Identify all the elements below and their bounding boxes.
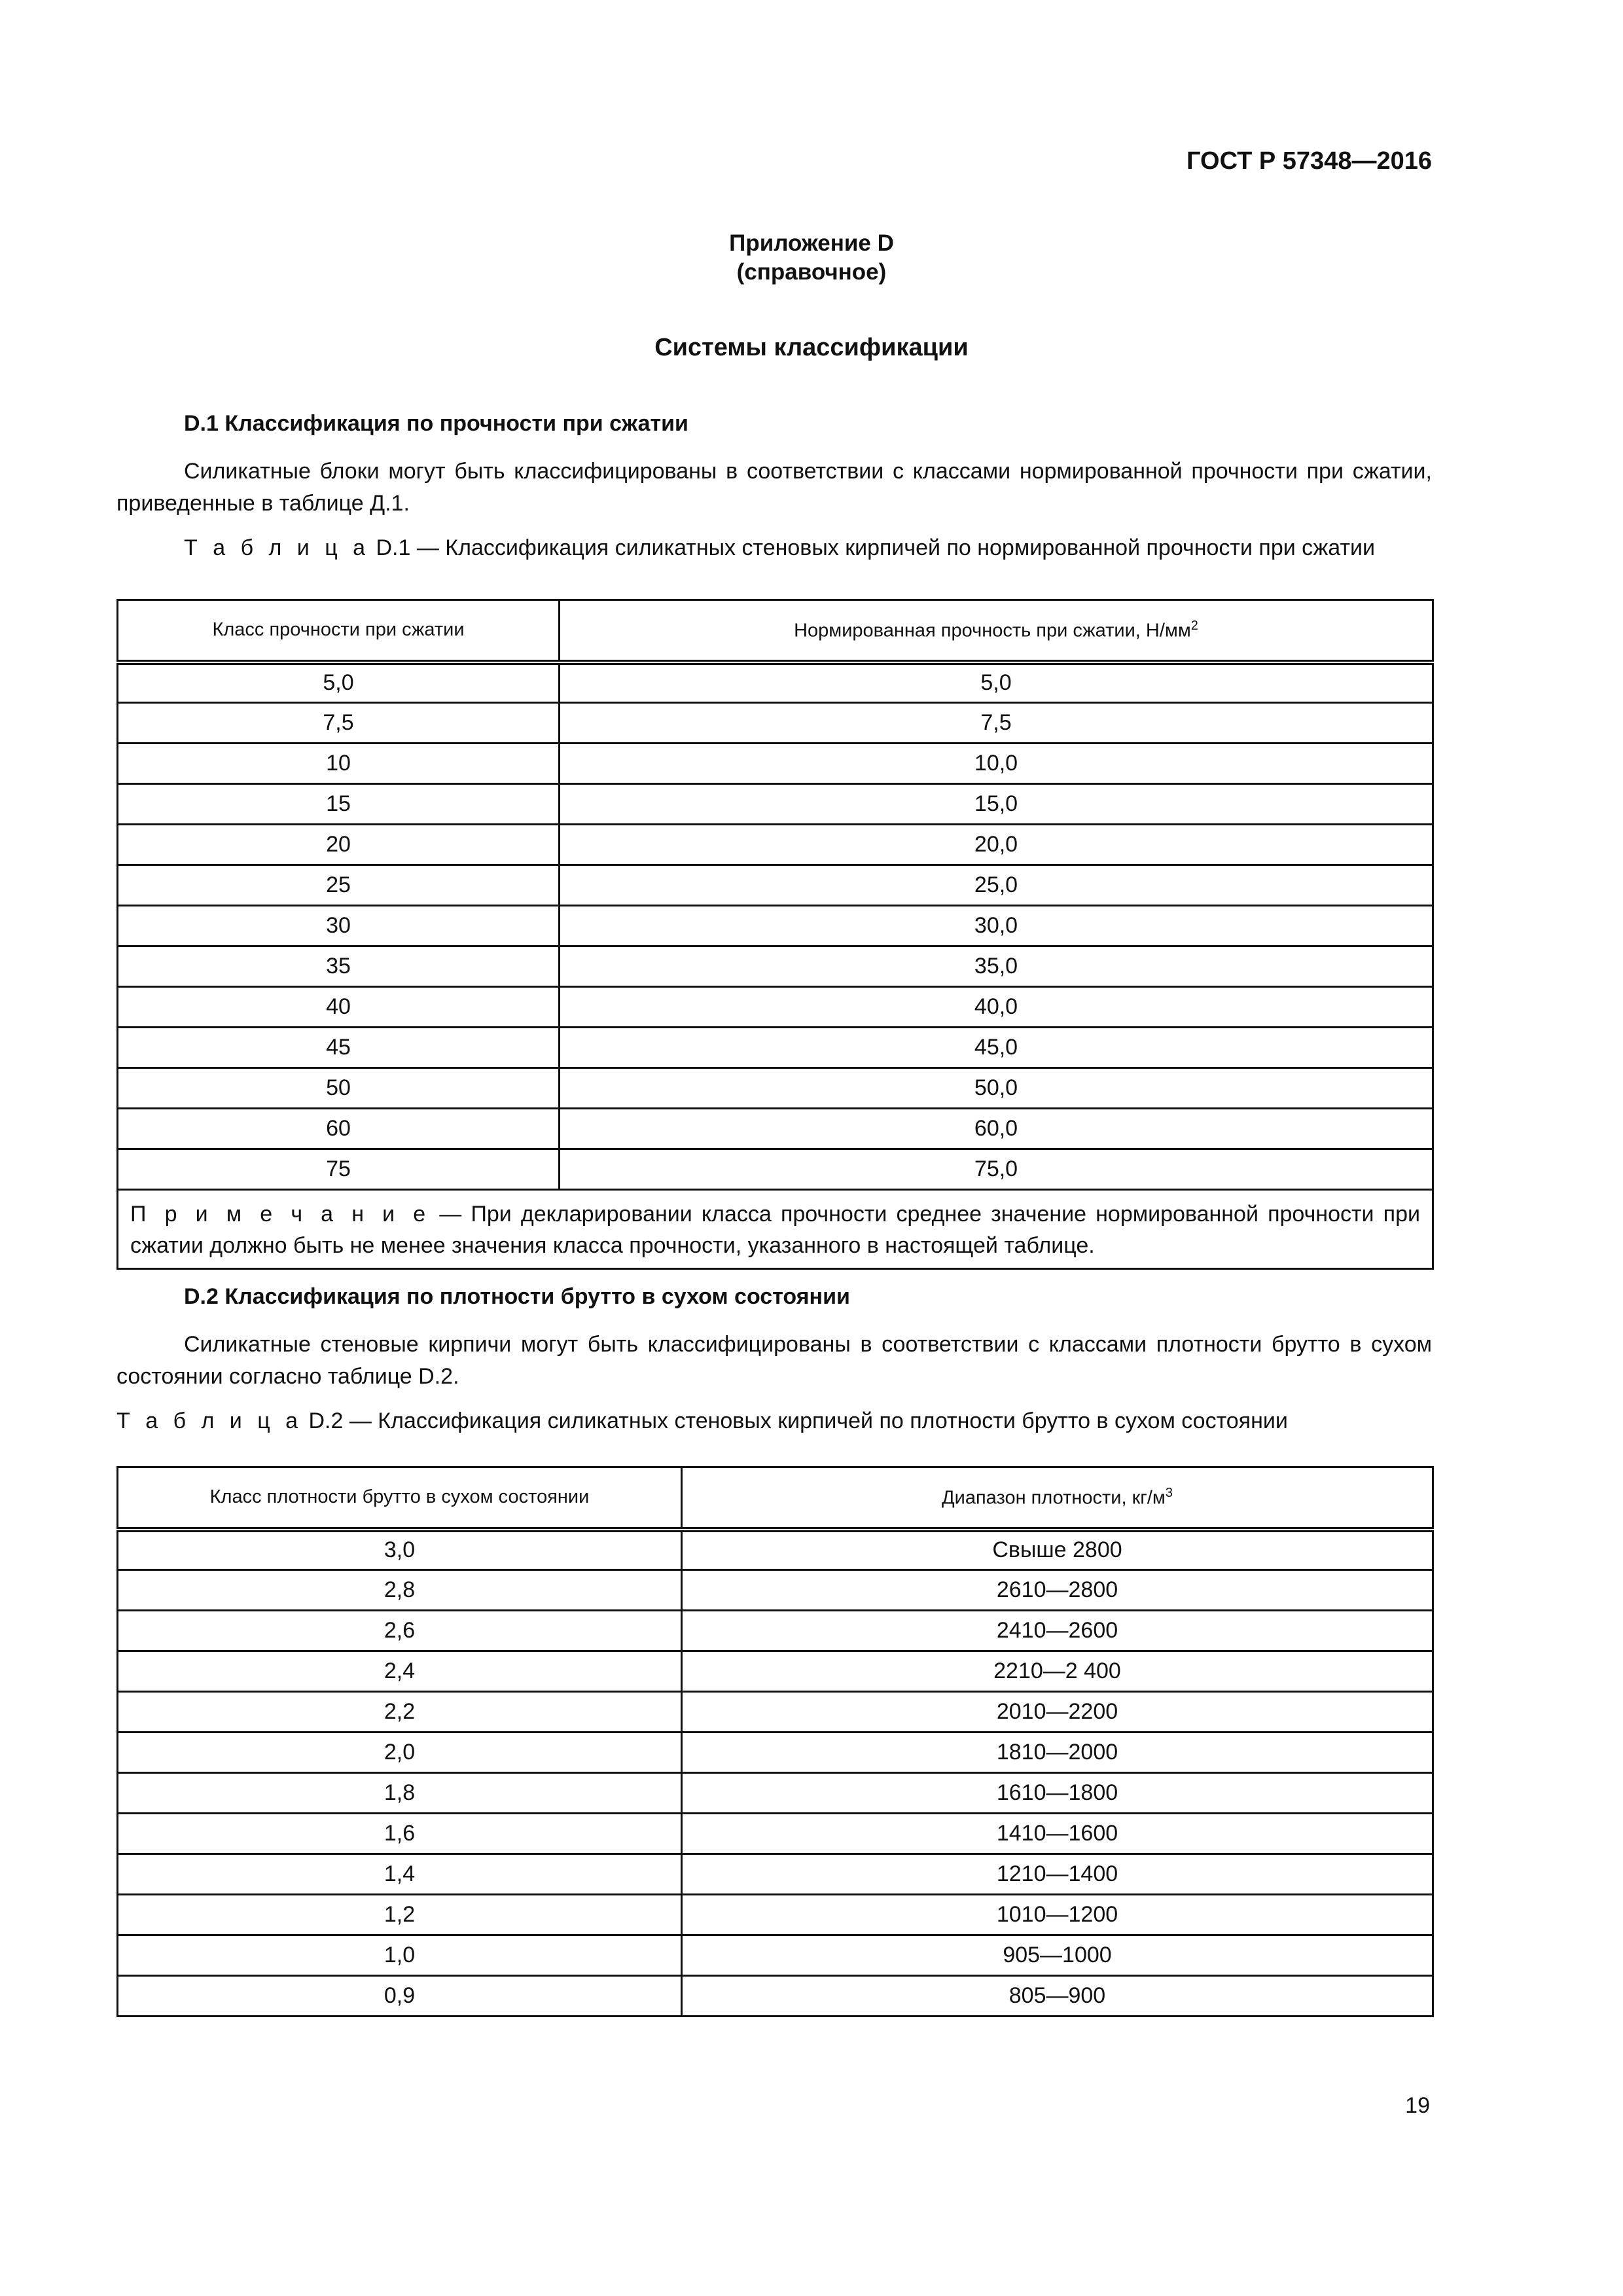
column-header: Класс прочности при сжатии bbox=[118, 600, 560, 662]
table-cell: 2010—2200 bbox=[682, 1692, 1433, 1732]
table-cell: 15,0 bbox=[560, 784, 1433, 825]
table-row bbox=[118, 1732, 1433, 1773]
table-cell: 1,6 bbox=[118, 1814, 682, 1854]
table-cell: 2410—2600 bbox=[682, 1611, 1433, 1651]
section-2-heading: D.2 Классификация по плотности брутто в сухом состоянии bbox=[184, 1284, 850, 1309]
table-row bbox=[118, 1570, 1433, 1611]
section-2-paragraph: Силикатные стеновые кирпичи могут быть классифицированы в соответствии с классами плотности брутто в сухом состоянии согласно таблице D.2. bbox=[116, 1332, 1432, 1389]
column-header: Класс плотности брутто в сухом состоянии bbox=[118, 1467, 682, 1530]
table-cell: 20 bbox=[118, 825, 560, 865]
table-row bbox=[118, 1611, 1433, 1651]
table-row bbox=[118, 825, 1433, 865]
table-note bbox=[118, 1190, 1433, 1269]
table-cell: 35 bbox=[118, 946, 560, 987]
annex-subtitle: (справочное) bbox=[736, 259, 887, 285]
table-cell: 2,6 bbox=[118, 1611, 682, 1651]
table-cell: 60,0 bbox=[560, 1109, 1433, 1149]
table-row bbox=[118, 703, 1433, 744]
table-cell: 2,4 bbox=[118, 1651, 682, 1692]
page-number: 19 bbox=[1405, 2093, 1430, 2118]
table-cell: 2210—2 400 bbox=[682, 1651, 1433, 1692]
table-cell: 2,0 bbox=[118, 1732, 682, 1773]
table-row bbox=[118, 1976, 1433, 2017]
table-cell: 25 bbox=[118, 865, 560, 906]
table-cell: Свыше 2800 bbox=[682, 1530, 1433, 1570]
table-cell: 1,4 bbox=[118, 1854, 682, 1895]
note-text: — При декларировании класса прочности среднее значение нормированной прочности при сжатии должно быть не менее значения класса прочности, указанного в настоящей таблице. bbox=[130, 1202, 1420, 1258]
table-row bbox=[118, 865, 1433, 906]
table-row bbox=[118, 987, 1433, 1028]
table-cell: 75 bbox=[118, 1149, 560, 1190]
column-header: Нормированная прочность при сжатии, $Н/мм^2$ bbox=[560, 600, 1433, 662]
table-1-caption-prefix: Т а б л и ц а bbox=[184, 535, 370, 560]
table-cell: 30,0 bbox=[560, 906, 1433, 946]
table-row bbox=[118, 1895, 1433, 1935]
table-cell: 0,9 bbox=[118, 1976, 682, 2017]
table-cell: 1210—1400 bbox=[682, 1854, 1433, 1895]
table-2-caption-prefix: Т а б л и ц а bbox=[116, 1408, 303, 1433]
table-cell: 45 bbox=[118, 1028, 560, 1068]
table-row bbox=[118, 946, 1433, 987]
table-row bbox=[118, 1854, 1433, 1895]
note-prefix: П р и м е ч а н и е bbox=[130, 1202, 431, 1227]
table-note-row bbox=[118, 1190, 1433, 1269]
table-1-caption-text: D.1 — Классификация силикатных стеновых кирпичей по нормированной прочности при сжатии bbox=[376, 535, 1376, 560]
table-cell: 40 bbox=[118, 987, 560, 1028]
table-cell: 75,0 bbox=[560, 1149, 1433, 1190]
column-header: Диапазон плотности, $кг/м^3$ bbox=[682, 1467, 1433, 1530]
table-cell: 905—1000 bbox=[682, 1935, 1433, 1976]
table-cell: 30 bbox=[118, 906, 560, 946]
density-class-table bbox=[116, 1466, 1434, 2017]
table-1-caption bbox=[184, 535, 1375, 561]
table-cell: 805—900 bbox=[682, 1976, 1433, 2017]
section-1-paragraph: Силикатные блоки могут быть классифицированы в соответствии с классами нормированной прочности при сжатии, приведенные в таблице Д.1. bbox=[116, 459, 1432, 516]
annex-title: Приложение D bbox=[729, 230, 894, 256]
strength-class-table bbox=[116, 599, 1434, 1270]
table-row bbox=[118, 662, 1433, 703]
table-header-row bbox=[118, 1467, 1433, 1530]
table-cell: 40,0 bbox=[560, 987, 1433, 1028]
table-row bbox=[118, 1068, 1433, 1109]
table-row bbox=[118, 906, 1433, 946]
table-cell: 1,0 bbox=[118, 1935, 682, 1976]
table-cell: 1810—2000 bbox=[682, 1732, 1433, 1773]
table-row bbox=[118, 1651, 1433, 1692]
table-cell: 25,0 bbox=[560, 865, 1433, 906]
table-cell: 5,0 bbox=[118, 662, 560, 703]
table-row bbox=[118, 1028, 1433, 1068]
table-row bbox=[118, 1773, 1433, 1814]
section-1-heading: D.1 Классификация по прочности при сжатии bbox=[184, 411, 688, 436]
table-cell: 15 bbox=[118, 784, 560, 825]
table-cell: 2,8 bbox=[118, 1570, 682, 1611]
table-cell: 1010—1200 bbox=[682, 1895, 1433, 1935]
table-cell: 20,0 bbox=[560, 825, 1433, 865]
table-cell: 35,0 bbox=[560, 946, 1433, 987]
table-header-row bbox=[118, 600, 1433, 662]
table-cell: 1410—1600 bbox=[682, 1814, 1433, 1854]
table-row bbox=[118, 784, 1433, 825]
table-cell: 3,0 bbox=[118, 1530, 682, 1570]
table-cell: 7,5 bbox=[560, 703, 1433, 744]
annex-heading: Системы классификации bbox=[654, 334, 969, 361]
table-cell: 45,0 bbox=[560, 1028, 1433, 1068]
table-2-caption bbox=[116, 1408, 1288, 1434]
table-cell: 50 bbox=[118, 1068, 560, 1109]
table-row bbox=[118, 1149, 1433, 1190]
table-row bbox=[118, 744, 1433, 784]
table-cell: 10 bbox=[118, 744, 560, 784]
table-cell: 10,0 bbox=[560, 744, 1433, 784]
table-cell: 50,0 bbox=[560, 1068, 1433, 1109]
table-cell: 2610—2800 bbox=[682, 1570, 1433, 1611]
table-row bbox=[118, 1530, 1433, 1570]
document-number: ГОСТ Р 57348—2016 bbox=[1186, 147, 1432, 175]
table-cell: 1,8 bbox=[118, 1773, 682, 1814]
table-cell: 1,2 bbox=[118, 1895, 682, 1935]
table-row bbox=[118, 1935, 1433, 1976]
table-cell: 1610—1800 bbox=[682, 1773, 1433, 1814]
table-2-caption-text: D.2 — Классификация силикатных стеновых кирпичей по плотности брутто в сухом состоянии bbox=[308, 1408, 1288, 1433]
table-cell: 2,2 bbox=[118, 1692, 682, 1732]
table-cell: 7,5 bbox=[118, 703, 560, 744]
table-row bbox=[118, 1814, 1433, 1854]
table-row bbox=[118, 1109, 1433, 1149]
table-cell: 5,0 bbox=[560, 662, 1433, 703]
table-cell: 60 bbox=[118, 1109, 560, 1149]
table-row bbox=[118, 1692, 1433, 1732]
